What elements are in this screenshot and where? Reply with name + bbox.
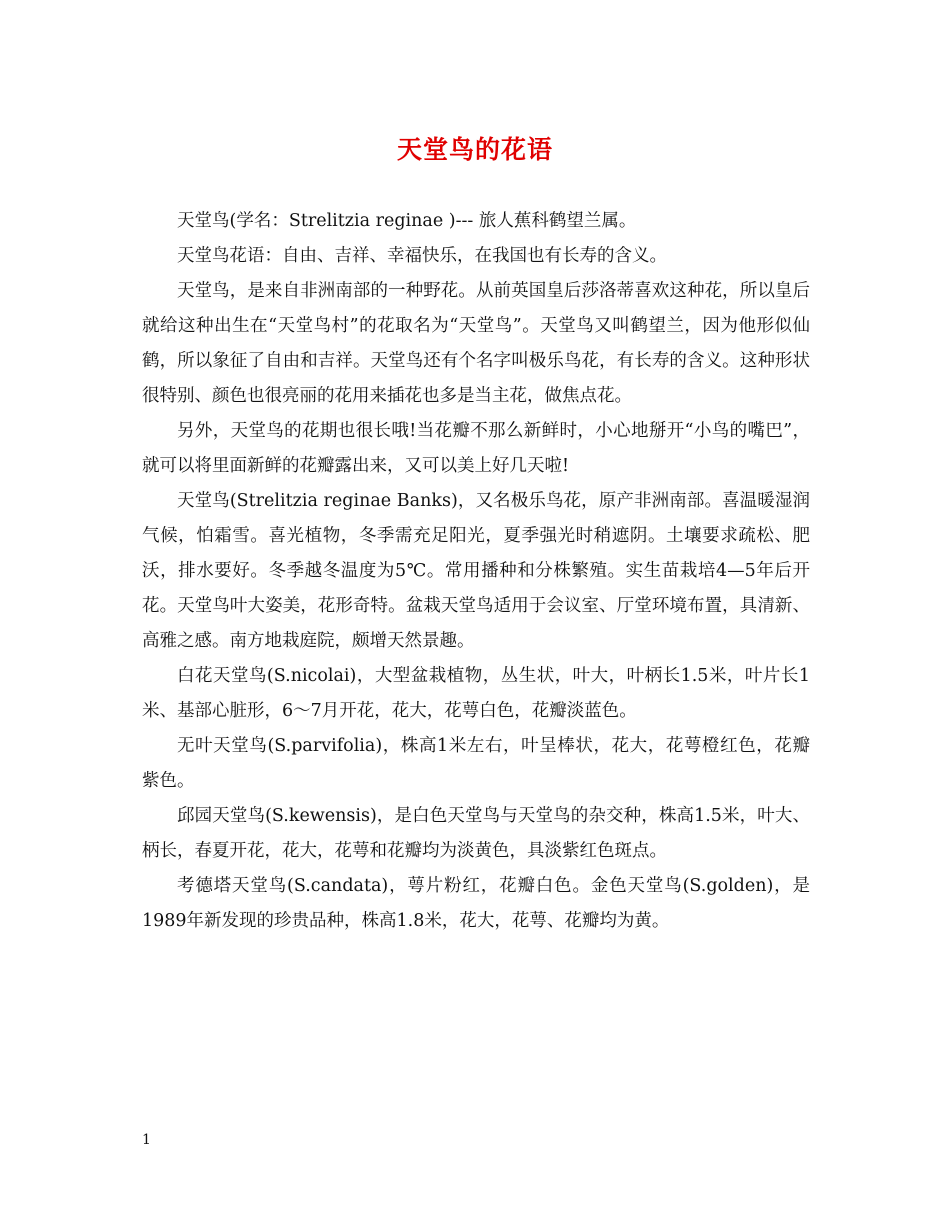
document-body	[142, 204, 810, 939]
paragraph: 天堂鸟(学名：Strelitzia reginae )--- 旅人蕉科鹤望兰属。	[177, 211, 637, 231]
page-number: 1	[142, 1132, 151, 1148]
document-title: 天堂鸟的花语	[396, 135, 553, 164]
paragraph: 白花天堂鸟(S.nicolai)，大型盆栽植物，丛生状，叶大，叶柄长1.5米，叶片长1米、基部心脏形，6～7月开花，花大，花萼白色，花瓣淡蓝色。	[142, 666, 810, 721]
paragraph: 邱园天堂鸟(S.kewensis)，是白色天堂鸟与天堂鸟的杂交种，株高1.5米，叶大、柄长，春夏开花，花大，花萼和花瓣均为淡黄色，具淡紫红色斑点。	[142, 806, 810, 861]
paragraph: 天堂鸟(Strelitzia reginae Banks)，又名极乐鸟花，原产非洲南部。喜温暖湿润气候，怕霜雪。喜光植物，冬季需充足阳光，夏季强光时稍遮阴。土壤要求疏松、肥沃，排水要好。冬季越冬温度为5℃。常用播种和分株繁殖。实生苗栽培4—5年后开花。天堂鸟叶大姿美，花形奇特。盆栽天堂鸟适用于会议室、厅堂环境布置，具清新、高雅之感。南方地栽庭院，颇增天然景趣。	[142, 491, 810, 651]
paragraph: 天堂鸟花语：自由、吉祥、幸福快乐，在我国也有长寿的含义。	[177, 246, 667, 266]
paragraph: 另外，天堂鸟的花期也很长哦!当花瓣不那么新鲜时，小心地掰开“小鸟的嘴巴”，就可以将里面新鲜的花瓣露出来，又可以美上好几天啦!	[142, 421, 810, 476]
paragraph: 天堂鸟，是来自非洲南部的一种野花。从前英国皇后莎洛蒂喜欢这种花，所以皇后就给这种出生在“天堂鸟村”的花取名为“天堂鸟”。天堂鸟又叫鹤望兰，因为他形似仙鹤，所以象征了自由和吉祥。天堂鸟还有个名字叫极乐鸟花，有长寿的含义。这种形状很特别、颜色也很亮丽的花用来插花也多是当主花，做焦点花。	[142, 281, 810, 406]
paragraph: 考德塔天堂鸟(S.candata)，萼片粉红，花瓣白色。金色天堂鸟(S.golden)，是1989年新发现的珍贵品种，株高1.8米，花大，花萼、花瓣均为黄。	[142, 876, 810, 931]
paragraph: 无叶天堂鸟(S.parvifolia)，株高1米左右，叶呈棒状，花大，花萼橙红色，花瓣紫色。	[142, 736, 810, 791]
